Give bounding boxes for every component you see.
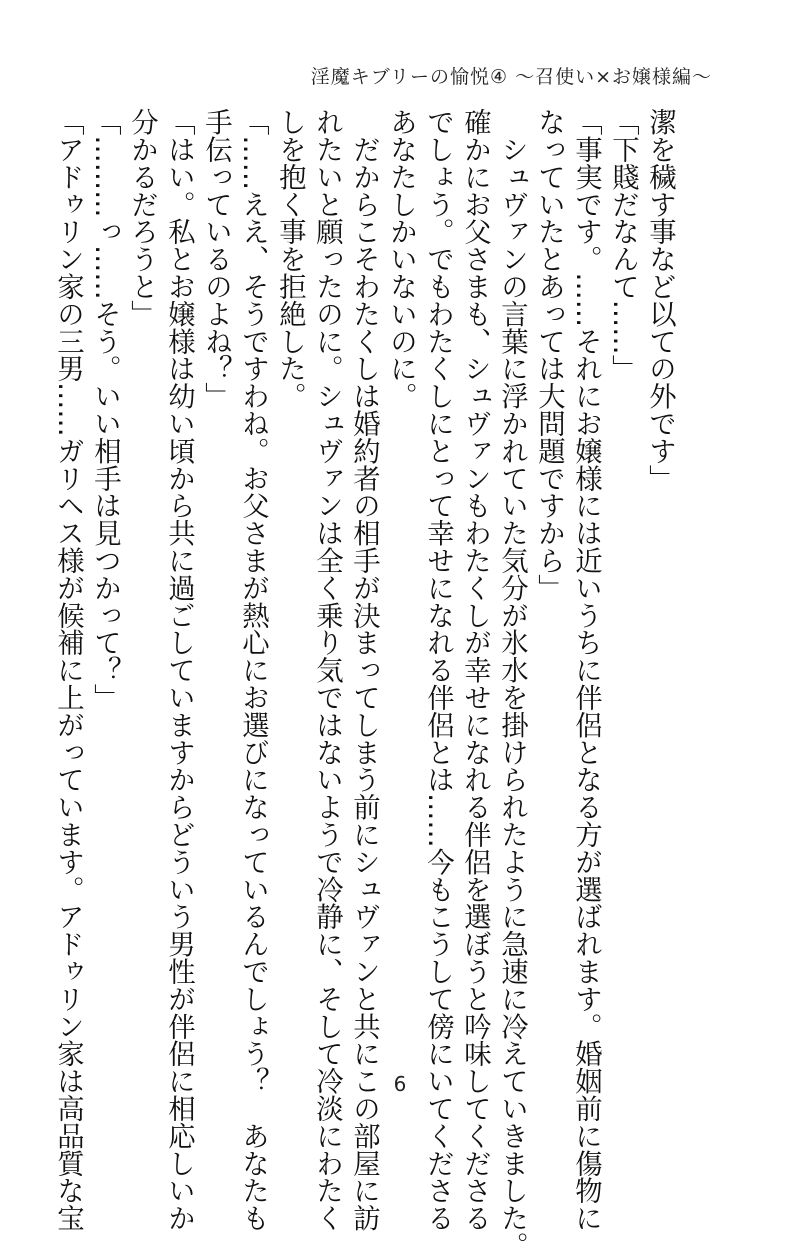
text-line: でしょう。でもわたくしにとって幸せになれる伴侶とは……今もこうして傍にいてくださる: [422, 108, 453, 1232]
text-line: 分かるだろうと」: [126, 108, 157, 328]
vertical-body-text: [52, 108, 678, 1259]
text-line: しを抱く事を拒絶した。: [274, 108, 305, 410]
text-line: 「………っ……そう。いい相手は見つかって？」: [89, 108, 120, 711]
text-line: だからこそわたくしは婚約者の相手が決まってしまう前にシュヴァンと共にこの部屋に訪: [348, 108, 379, 1232]
text-line: 確かにお父さまも、シュヴァンもわたくしが幸せになれる伴侶を選ぼうと吟味してくださる: [459, 108, 490, 1232]
page-number: 6: [393, 1072, 407, 1096]
text-line: なっていたとあっては大問題ですから」: [533, 108, 564, 602]
text-line: 手伝っているのよね？」: [200, 108, 231, 410]
text-line: れたいと願ったのに。シュヴァンは全く乗り気ではないようで冷静に、そして冷淡にわたく: [311, 108, 342, 1232]
text-line: 「事実です。……それにお嬢様には近いうちに伴侶となる方が選ばれます。婚姻前に傷物に: [570, 108, 601, 1232]
text-line: 「アドゥリン家の三男……ガリヘス様が候補に上がっています。アドゥリン家は高品質な宝: [52, 108, 83, 1232]
text-line: 「はい。私とお嬢様は幼い頃から共に過ごしていますからどういう男性が伴侶に相応しいか: [163, 108, 194, 1232]
text-line: シュヴァンの言葉に浮かれていた気分が氷水を掛けられたように急速に冷えていきました。: [496, 108, 527, 1259]
text-line: 潔を穢す事など以ての外です」: [644, 108, 675, 492]
text-line: 「……ええ、そうですわね。お父さまが熱心にお選びになっているんでしょう？ あなたも: [237, 108, 268, 1232]
text-line: 「下賤だなんて……」: [607, 108, 638, 382]
text-line: あなたしかいないのに。: [385, 108, 416, 410]
running-header-title: 淫魔キブリーの愉悦④ 〜召使い×お嬢様編〜: [310, 66, 712, 88]
